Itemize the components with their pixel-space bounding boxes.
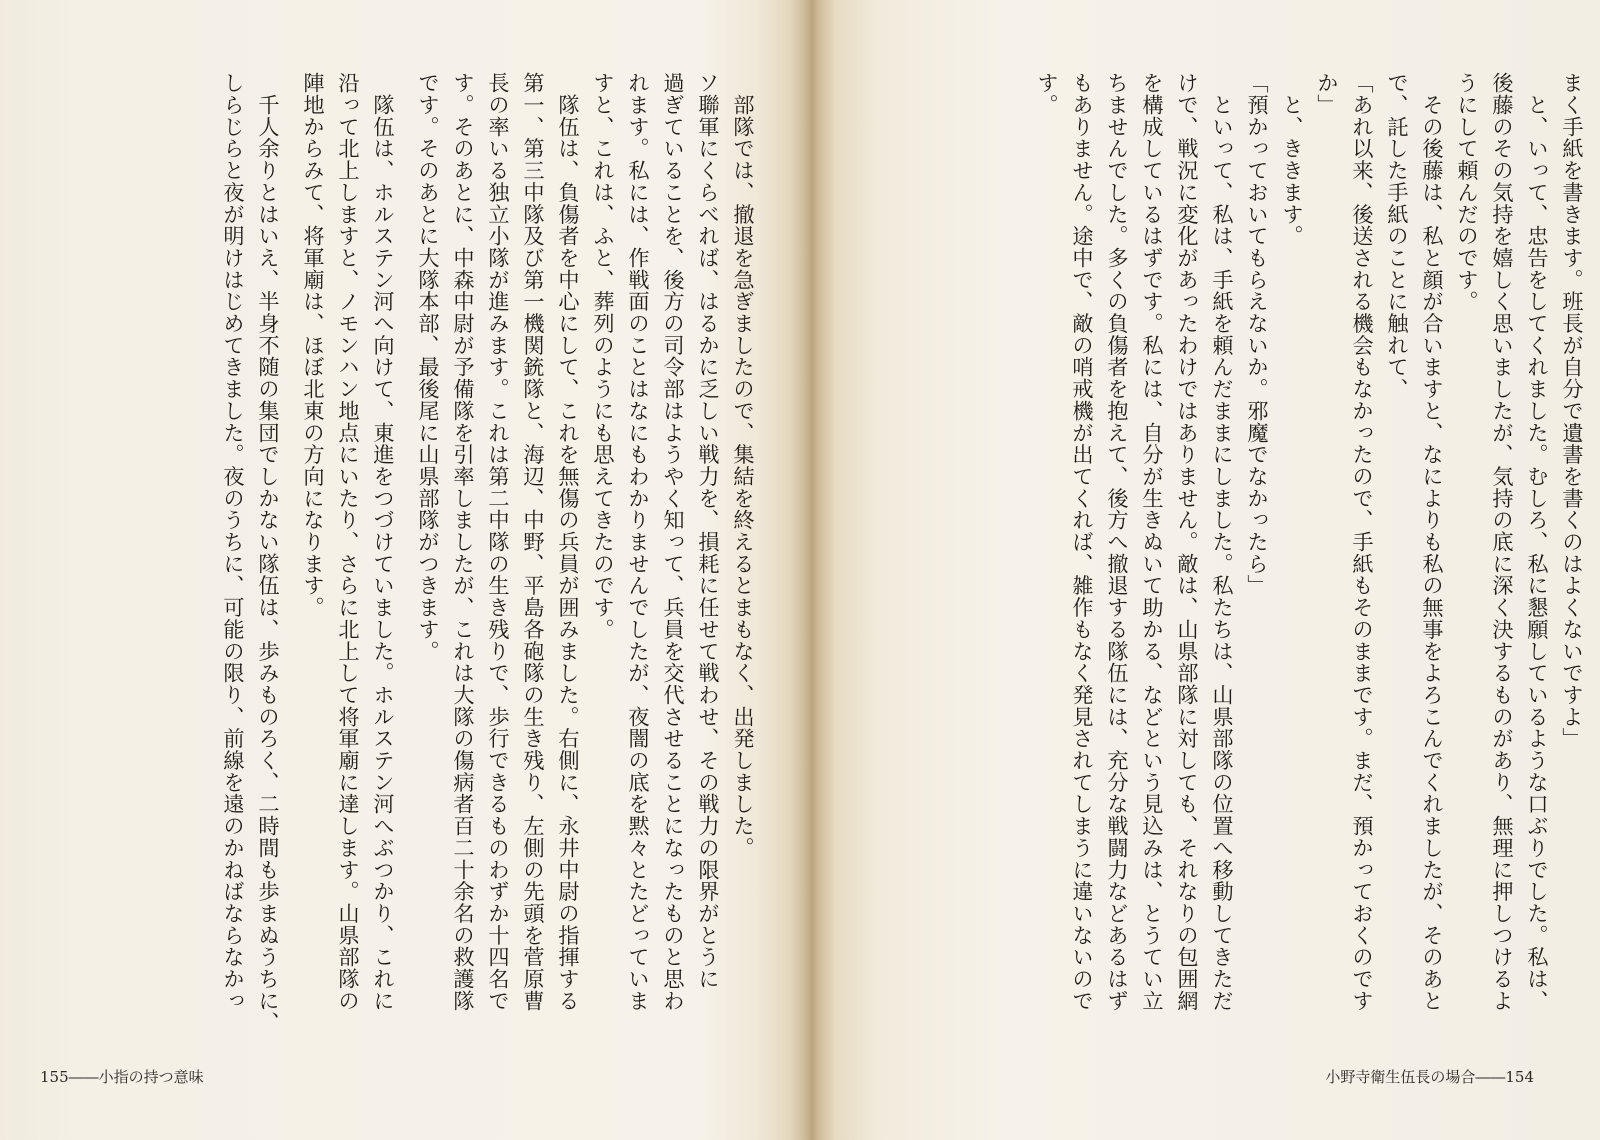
text-column: その後藤は、私と顔が合いますと、なによりも私の無事をよろこんでくれましたが、そのあと — [1420, 72, 1445, 1012]
text-column: しらじらと夜が明けはじめてきました。夜のうちに、可能の限り、前線を遠のかねばならなかっ — [221, 72, 246, 1012]
text-column: を構成しているはずです。私には、自分が生きぬいて助かる、などという見込みは、とうてい立 — [1140, 72, 1165, 1012]
page-footer-right: 小野寺衛生伍長の場合――154 — [1325, 1068, 1534, 1086]
text-column: もありません。途中で、敵の哨戒機が出てくれば、雑作もなく発見されてしまうに違いないので — [1070, 72, 1095, 1012]
text-column: 隊伍は、負傷者を中心にして、これを無傷の兵員が囲みました。右側に、永井中尉の指揮する — [556, 72, 581, 1012]
text-column: 「預かっておいてもらえないか。邪魔でなかったら」 — [1245, 72, 1270, 597]
text-column: 長の率いる独立小隊が進みます。これは第二中隊の生き残りで、歩行できるものわずか十四名で — [486, 72, 511, 1012]
text-column: 千人余りとはいえ、半身不随の集団でしかない隊伍は、歩みものろく、二時間も歩まぬうちに、 — [256, 72, 281, 1034]
text-column: です。そのあとに大隊本部、最後尾に山県部隊がつきます。 — [416, 72, 441, 662]
right-page — [800, 0, 1600, 1140]
text-column: 第一、第三中隊及び第一機関銃隊と、海辺、中野、平島各砲隊の生き残り、左側の先頭を菅原曹 — [521, 72, 546, 1012]
right-page-text — [862, 72, 1590, 1052]
text-column: 後藤のその気持を嬉しく思いましたが、気持の底に深く決するものがあり、無理に押しつけるよ — [1490, 72, 1515, 1012]
text-column: 部隊では、撤退を急ぎましたので、集結を終えるとまもなく、出発しました。 — [731, 72, 756, 859]
text-column: す。 — [1035, 72, 1060, 116]
text-column: れます。私には、作戦面のことはなにもわかりませんでしたが、夜闇の底を黙々とたどっていま — [626, 72, 651, 1012]
page-footer-left: 155――小指の持つ意味 — [40, 1068, 204, 1086]
text-column: といって、私は、手紙を頼んだままにしました。私たちは、山県部隊の位置へ移動してきただ — [1210, 72, 1235, 1012]
text-column: 陣地からみて、将軍廟は、ほぼ北東の方向になります。 — [301, 72, 326, 619]
text-column: うにして頼んだのです。 — [1455, 72, 1480, 313]
text-column: けで、戦況に変化があったわけではありません。敵は、山県部隊に対しても、それなりの包囲網 — [1175, 72, 1200, 1012]
text-column: 過ぎていることを、後方の司令部はようやく知って、兵員を交代させることになったものと思わ — [661, 72, 686, 1012]
text-column: 隊伍は、ホルステン河へ向けて、東進をつづけていました。ホルステン河へぶつかり、これに — [371, 72, 396, 1012]
text-column: で、託した手紙のことに触れて、 — [1385, 72, 1410, 400]
text-column: か」 — [1315, 72, 1340, 116]
text-column: 沿って北上しますと、ノモンハン地点にいたり、さらに北上して将軍廟に達します。山県部隊の — [336, 72, 361, 1012]
text-column: す。そのあとに、中森中尉が予備隊を引率しましたが、これは大隊の傷病者百二十余名の救護隊 — [451, 72, 476, 1012]
text-column: ちませんでした。多くの負傷者を抱えて、後方へ撤退する隊伍には、充分な戦闘力などあるはず — [1105, 72, 1130, 1012]
text-column: と、ききます。 — [1280, 72, 1305, 247]
text-column: 「あれ以来、後送される機会もなかったので、手紙もそのままです。まだ、預かっておくのです — [1350, 72, 1375, 1012]
text-column: まく手紙を書きます。班長が自分で遺書を書くのはよくないですよ」 — [1560, 72, 1585, 750]
text-column: すと、これは、ふと、葬列のようにも思えてきたのです。 — [591, 72, 616, 641]
text-column: と、いって、忠告をしてくれました。むしろ、私に懇願しているような口ぶりでした。私は、 — [1525, 72, 1550, 1012]
left-page-text — [16, 72, 761, 1052]
text-column: ソ聯軍にくらべれば、はるかに乏しい戦力を、損耗に任せて戦わせ、その戦力の限界がとうに — [696, 72, 721, 990]
